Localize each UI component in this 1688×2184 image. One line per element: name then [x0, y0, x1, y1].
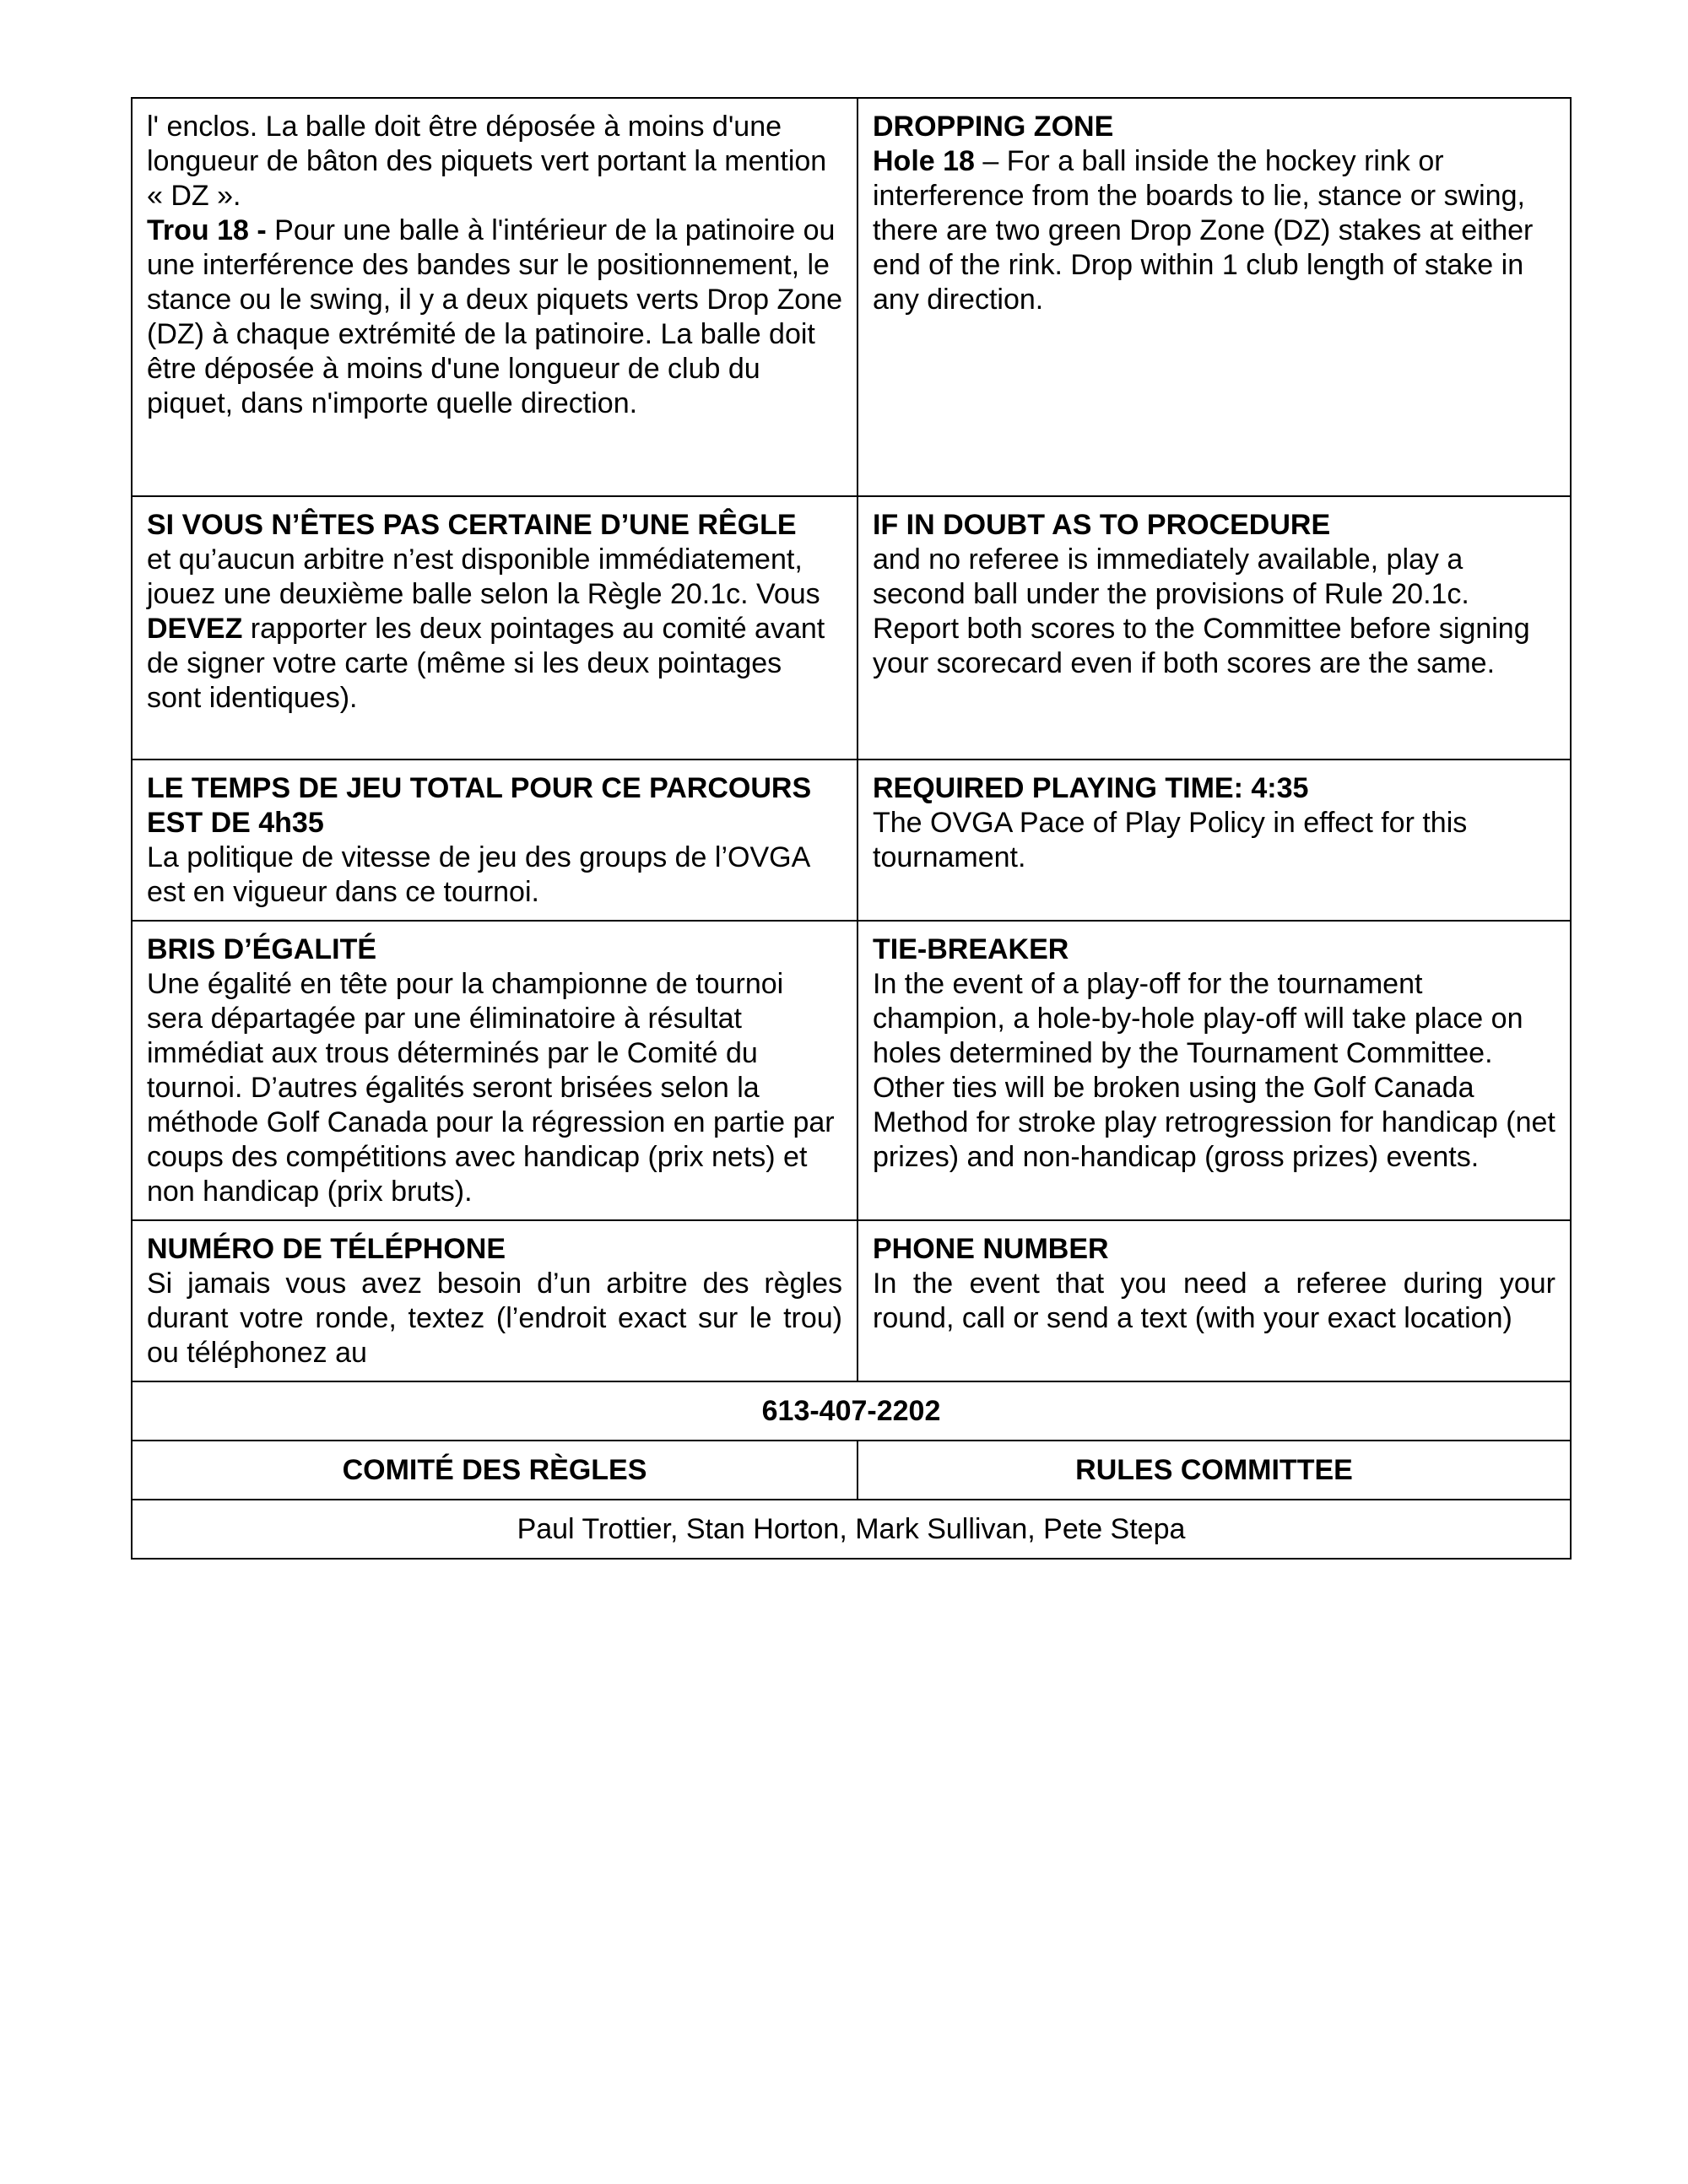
- fr-text: l' enclos. La balle doit être déposée à moins d'une longueur de bâton des piquets vert portant la mention « DZ ».: [147, 111, 827, 212]
- fr-cell: [132, 760, 858, 921]
- row-playing-time: [132, 760, 1571, 921]
- en-cell: [858, 921, 1571, 1220]
- row-tie-breaker: [132, 921, 1571, 1220]
- fr-cell: [132, 496, 858, 760]
- fr-text: La politique de vitesse de jeu des groups de l’OVGA est en vigueur dans ce tournoi.: [147, 841, 809, 908]
- rules-table: [131, 97, 1572, 1560]
- en-heading: REQUIRED PLAYING TIME: 4:35: [873, 772, 1309, 804]
- en-heading: PHONE NUMBER: [873, 1233, 1109, 1265]
- fr-text: Si jamais vous avez besoin d’un arbitre des règles durant votre ronde, textez (l’endroit exact sur le trou) ou téléphonez au: [147, 1268, 842, 1369]
- fr-heading: BRIS D’ÉGALITÉ: [147, 933, 377, 965]
- committee-members: Paul Trottier, Stan Horton, Mark Sullivan, Pete Stepa: [132, 1500, 1571, 1559]
- committee-label-en: RULES COMMITTEE: [858, 1441, 1571, 1500]
- en-text: and no referee is immediately available, play a second ball under the provisions of Rule 20.1c. Report both scores to the Committee before signing your scorecard even if both scores are the same.: [873, 543, 1530, 679]
- row-phone: [132, 1220, 1571, 1381]
- fr-cell: [132, 1220, 858, 1381]
- fr-text-after: rapporter les deux pointages au comité avant de signer votre carte (même si les deux pointages sont identiques).: [147, 613, 825, 714]
- en-bold-inline: Hole 18: [873, 145, 975, 177]
- row-committee-members: [132, 1500, 1571, 1559]
- row-committee-labels: [132, 1441, 1571, 1500]
- en-cell: [858, 1220, 1571, 1381]
- en-text: In the event that you need a referee during your round, call or send a text (with your exact location): [873, 1268, 1555, 1334]
- fr-bold-inline: DEVEZ: [147, 613, 243, 645]
- fr-bold-inline: Trou 18 -: [147, 214, 267, 246]
- en-text: The OVGA Pace of Play Policy in effect for this tournament.: [873, 807, 1468, 873]
- fr-cell: [132, 98, 858, 496]
- fr-heading: NUMÉRO DE TÉLÉPHONE: [147, 1233, 506, 1265]
- fr-text: Une égalité en tête pour la championne de tournoi sera départagée par une éliminatoire à résultat immédiat aux trous déterminés par le Comité du tournoi. D’autres égalités seront brisées selon la méthode Golf Canada pour la régression en partie par coups des compétitions avec handicap (prix nets) et non handicap (prix bruts).: [147, 968, 835, 1208]
- en-text: – For a ball inside the hockey rink or interference from the boards to lie, stance or swing, there are two green Drop Zone (DZ) stakes at either end of the rink. Drop within 1 club length of stake in any direction.: [873, 145, 1534, 316]
- en-cell: [858, 496, 1571, 760]
- en-cell: [858, 760, 1571, 921]
- row-phone-number: [132, 1381, 1571, 1441]
- fr-heading: SI VOUS N’ÊTES PAS CERTAINE D’UNE RÊGLE: [147, 509, 797, 541]
- en-cell: [858, 98, 1571, 496]
- en-heading: TIE-BREAKER: [873, 933, 1069, 965]
- fr-cell: [132, 921, 858, 1220]
- fr-text: et qu’aucun arbitre n’est disponible immédiatement, jouez une deuxième balle selon la Règle 20.1c. Vous: [147, 543, 820, 610]
- fr-heading: LE TEMPS DE JEU TOTAL POUR CE PARCOURS EST DE 4h35: [147, 772, 812, 839]
- en-heading: DROPPING ZONE: [873, 111, 1114, 143]
- row-dropping-zone: [132, 98, 1571, 496]
- en-text: In the event of a play-off for the tournament champion, a hole-by-hole play-off will take place on holes determined by the Tournament Committee. Other ties will be broken using the Golf Canada Method for stroke play retrogression for handicap (net prizes) and non-handicap (gross prizes) events.: [873, 968, 1555, 1173]
- phone-number: 613-407-2202: [132, 1381, 1571, 1441]
- row-procedure-doubt: [132, 496, 1571, 760]
- fr-text-after: Pour une balle à l'intérieur de la patinoire ou une interférence des bandes sur le positionnement, le stance ou le swing, il y a deux piquets verts Drop Zone (DZ) à chaque extrémité de la patinoire. La balle doit être déposée à moins d'une longueur de club du piquet, dans n'importe quelle direction.: [147, 214, 842, 419]
- en-heading: IF IN DOUBT AS TO PROCEDURE: [873, 509, 1331, 541]
- committee-label-fr: COMITÉ DES RÈGLES: [132, 1441, 858, 1500]
